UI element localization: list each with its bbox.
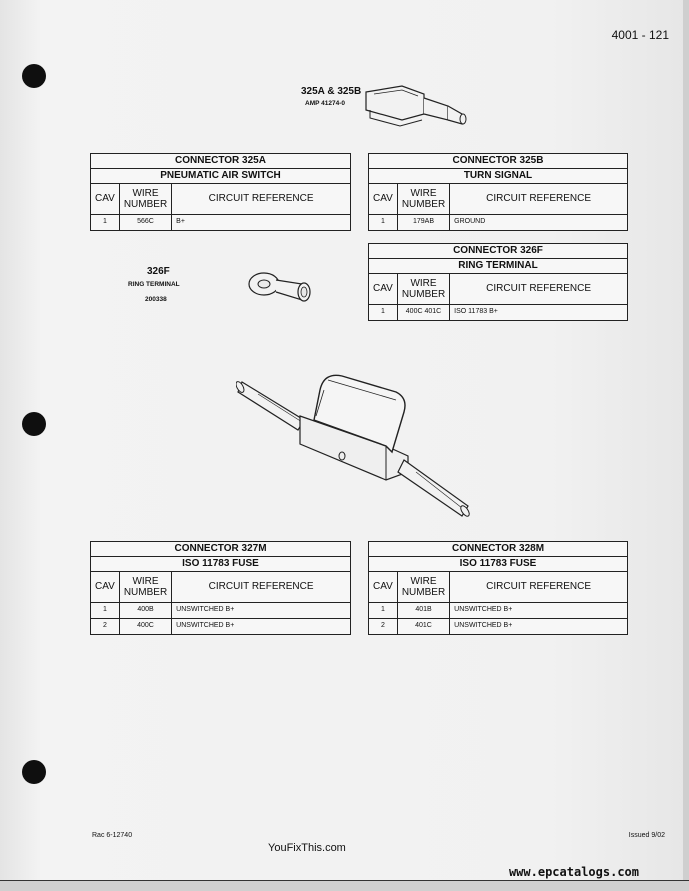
connector-325b-table bbox=[368, 153, 628, 231]
part-325-number: AMP 41274-0 bbox=[305, 100, 345, 107]
part-326f-desc: RING TERMINAL bbox=[128, 281, 180, 288]
footer-website: YouFixThis.com bbox=[268, 842, 346, 854]
cell-cav: 1 bbox=[369, 305, 398, 321]
col-wire-line1: WIRE bbox=[132, 187, 159, 199]
connector-325a-table bbox=[90, 153, 351, 231]
cell-cav: 2 bbox=[369, 619, 398, 635]
table-title: CONNECTOR 328M bbox=[369, 542, 628, 557]
col-wire-line2: NUMBER bbox=[401, 587, 446, 598]
cell-ref: GROUND bbox=[450, 215, 628, 231]
col-wire-line2: NUMBER bbox=[123, 587, 168, 598]
binder-hole bbox=[22, 64, 46, 88]
table-row bbox=[91, 603, 351, 619]
connector-328m-table bbox=[368, 541, 628, 635]
spade-terminal-illustration bbox=[362, 80, 470, 136]
col-wire-line2: NUMBER bbox=[123, 199, 168, 210]
col-wire-line2: NUMBER bbox=[401, 199, 446, 210]
col-cav: CAV bbox=[369, 274, 398, 305]
cell-wire: 179AB bbox=[397, 215, 449, 231]
binder-hole bbox=[22, 760, 46, 784]
col-wire-line1: WIRE bbox=[410, 575, 437, 587]
table-row bbox=[91, 215, 351, 231]
col-circuit-reference: CIRCUIT REFERENCE bbox=[172, 572, 351, 603]
table-row bbox=[369, 619, 628, 635]
inline-fuse-holder-illustration bbox=[236, 368, 476, 520]
table-row bbox=[369, 305, 628, 321]
cell-wire: 401B bbox=[397, 603, 449, 619]
bottom-strip bbox=[0, 880, 689, 891]
col-cav: CAV bbox=[369, 184, 398, 215]
cell-cav: 1 bbox=[91, 215, 120, 231]
cell-cav: 2 bbox=[91, 619, 120, 635]
footer-brand: www.epcatalogs.com bbox=[508, 865, 639, 879]
ring-terminal-illustration bbox=[246, 266, 320, 310]
table-subtitle: ISO 11783 FUSE bbox=[369, 557, 628, 572]
col-wire-line2: NUMBER bbox=[401, 289, 446, 300]
col-wire-number bbox=[119, 184, 171, 215]
table-subtitle: ISO 11783 FUSE bbox=[91, 557, 351, 572]
col-wire-line1: WIRE bbox=[132, 575, 159, 587]
part-326f-title: 326F bbox=[147, 266, 170, 277]
part-325-title: 325A & 325B bbox=[301, 86, 362, 97]
table-title: CONNECTOR 325A bbox=[91, 154, 351, 169]
col-wire-number bbox=[119, 572, 171, 603]
col-cav: CAV bbox=[91, 184, 120, 215]
page-number: 4001 - 121 bbox=[611, 28, 669, 42]
col-circuit-reference: CIRCUIT REFERENCE bbox=[450, 274, 628, 305]
cell-ref: UNSWITCHED B+ bbox=[450, 619, 628, 635]
table-subtitle: TURN SIGNAL bbox=[369, 169, 628, 184]
cell-ref: UNSWITCHED B+ bbox=[450, 603, 628, 619]
cell-ref: UNSWITCHED B+ bbox=[172, 603, 351, 619]
col-circuit-reference: CIRCUIT REFERENCE bbox=[172, 184, 351, 215]
cell-wire: 566C bbox=[119, 215, 171, 231]
page-edge bbox=[683, 0, 689, 890]
cell-wire: 401C bbox=[397, 619, 449, 635]
cell-cav: 1 bbox=[91, 603, 120, 619]
col-wire-number bbox=[397, 184, 449, 215]
col-wire-line1: WIRE bbox=[410, 187, 437, 199]
col-wire-line1: WIRE bbox=[410, 277, 437, 289]
table-title: CONNECTOR 326F bbox=[369, 244, 628, 259]
footer-doc-number: Rac 6-12740 bbox=[92, 832, 133, 839]
connector-326f-table bbox=[368, 243, 628, 321]
col-circuit-reference: CIRCUIT REFERENCE bbox=[450, 572, 628, 603]
table-subtitle: PNEUMATIC AIR SWITCH bbox=[91, 169, 351, 184]
col-circuit-reference: CIRCUIT REFERENCE bbox=[450, 184, 628, 215]
cell-ref: ISO 11783 B+ bbox=[450, 305, 628, 321]
cell-cav: 1 bbox=[369, 603, 398, 619]
col-wire-number bbox=[397, 572, 449, 603]
table-row bbox=[369, 603, 628, 619]
cell-wire: 400B bbox=[119, 603, 171, 619]
table-row bbox=[369, 215, 628, 231]
col-cav: CAV bbox=[91, 572, 120, 603]
table-title: CONNECTOR 325B bbox=[369, 154, 628, 169]
cell-ref: B+ bbox=[172, 215, 351, 231]
cell-wire: 400C bbox=[119, 619, 171, 635]
table-subtitle: RING TERMINAL bbox=[369, 259, 628, 274]
cell-wire: 400C 401C bbox=[397, 305, 449, 321]
col-cav: CAV bbox=[369, 572, 398, 603]
cell-ref: UNSWITCHED B+ bbox=[172, 619, 351, 635]
table-row bbox=[91, 619, 351, 635]
binder-hole bbox=[22, 412, 46, 436]
footer-issued: Issued 9/02 bbox=[628, 832, 665, 839]
col-wire-number bbox=[397, 274, 449, 305]
connector-327m-table bbox=[90, 541, 351, 635]
cell-cav: 1 bbox=[369, 215, 398, 231]
table-title: CONNECTOR 327M bbox=[91, 542, 351, 557]
part-326f-number: 200338 bbox=[145, 296, 167, 303]
